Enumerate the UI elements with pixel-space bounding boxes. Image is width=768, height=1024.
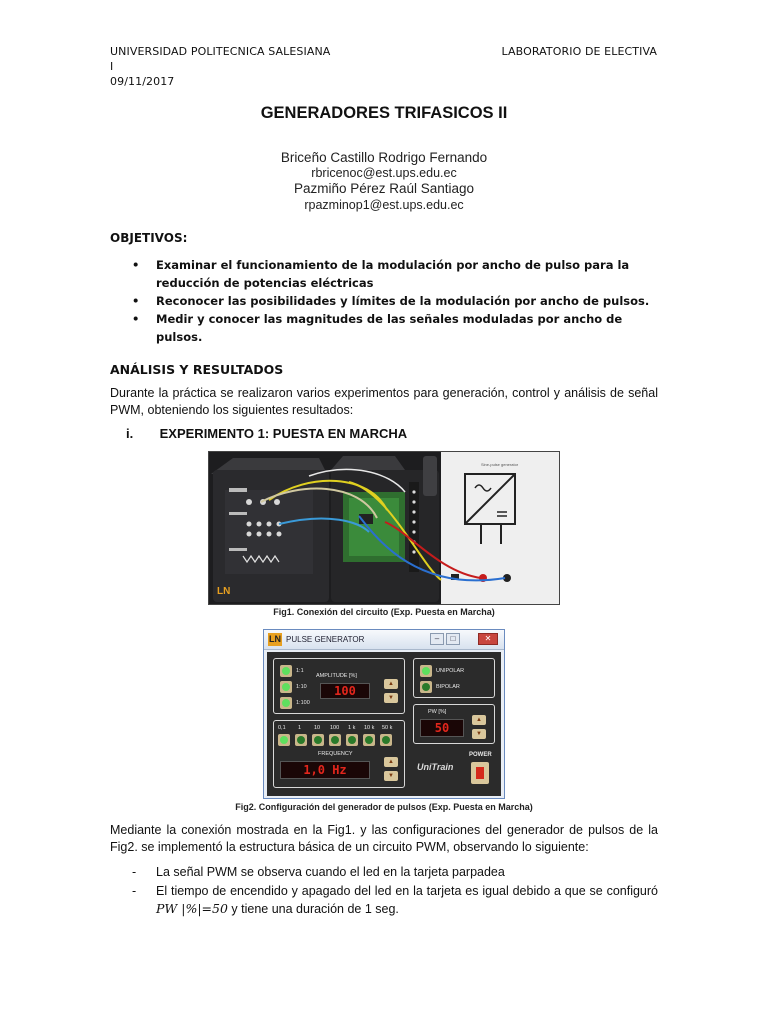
window-titlebar bbox=[264, 630, 504, 650]
objective-item bbox=[132, 310, 672, 346]
pw-display: 50 bbox=[420, 719, 464, 737]
circuit-photo-illustration bbox=[209, 452, 559, 604]
author-name-1: Briceño Castillo Rodrigo Fernando bbox=[280, 150, 488, 165]
analysis-intro: Durante la práctica se realizaron varios experimentos para generación, control y análisis de señal PWM, obteniendo los siguientes resultados: bbox=[110, 386, 658, 417]
unipolar-toggle[interactable] bbox=[420, 665, 432, 677]
app-logo-icon: LN bbox=[269, 634, 281, 644]
freq-step-label: 1 bbox=[298, 725, 302, 731]
fig1-panel-label: Sine-pulse generator bbox=[481, 462, 519, 467]
amplitude-display: 100 bbox=[320, 683, 370, 699]
freq-step-label: 10 bbox=[314, 725, 321, 731]
frequency-label: FREQUENCY bbox=[318, 751, 353, 757]
minimize-icon[interactable]: – bbox=[430, 633, 444, 645]
figure-2-caption: Fig2. Configuración del generador de pulsos (Exp. Puesta en Marcha) bbox=[235, 802, 533, 812]
ratio-1-10-toggle[interactable] bbox=[280, 681, 292, 693]
freq-step-label: 0,1 bbox=[278, 725, 286, 731]
objective-text: Reconocer las posibilidades y límites de la modulación por ancho de pulsos. bbox=[156, 294, 650, 308]
mode-panel bbox=[413, 658, 495, 698]
fig1-logo: LN bbox=[217, 586, 231, 597]
ratio-label: 1:1 bbox=[296, 668, 304, 674]
experiment-number: i. bbox=[126, 426, 134, 441]
list-item bbox=[132, 864, 658, 881]
power-label: POWER bbox=[469, 752, 492, 758]
frequency-up-button[interactable]: ▲ bbox=[384, 757, 398, 767]
window-title: PULSE GENERATOR bbox=[286, 635, 365, 644]
header-university: UNIVERSIDAD POLITECNICA SALESIANA bbox=[110, 45, 331, 58]
freq-step-100-toggle[interactable] bbox=[329, 734, 341, 746]
ratio-label: 1:10 bbox=[296, 684, 307, 690]
bullet: • bbox=[132, 258, 140, 272]
amplitude-up-button[interactable]: ▲ bbox=[384, 679, 398, 689]
dash-marker: - bbox=[132, 884, 137, 898]
generator-panel bbox=[267, 652, 501, 796]
math-expression: PW |%|=50 bbox=[156, 901, 228, 916]
list-item-text: El tiempo de encendido y apagado del led en la tarjeta es igual debido a que se configuró bbox=[156, 884, 658, 898]
freq-step-50k-toggle[interactable] bbox=[380, 734, 392, 746]
maximize-icon[interactable]: □ bbox=[446, 633, 460, 645]
list-item-text-end: y tiene una duración de 1 seg. bbox=[231, 902, 399, 916]
figure-1-caption: Fig1. Conexión del circuito (Exp. Puesta en Marcha) bbox=[273, 607, 495, 617]
list-item bbox=[132, 883, 658, 918]
author-name-2: Pazmiño Pérez Raúl Santiago bbox=[293, 181, 475, 196]
pw-down-button[interactable]: ▼ bbox=[472, 729, 486, 739]
pw-up-button[interactable]: ▲ bbox=[472, 715, 486, 725]
amplitude-panel bbox=[273, 658, 405, 714]
amplitude-down-button[interactable]: ▼ bbox=[384, 693, 398, 703]
amplitude-label: AMPLITUDE [%] bbox=[316, 673, 357, 679]
experiment-heading bbox=[126, 426, 407, 441]
header-date: 09/11/2017 bbox=[110, 75, 175, 88]
author-email-2: rpazminop1@est.ups.edu.ec bbox=[304, 198, 464, 212]
freq-step-label: 50 k bbox=[382, 725, 393, 731]
frequency-down-button[interactable]: ▼ bbox=[384, 771, 398, 781]
frequency-display: 1,0 Hz bbox=[280, 761, 370, 779]
objectives-list bbox=[132, 256, 672, 346]
freq-step-label: 100 bbox=[330, 725, 340, 731]
bipolar-toggle[interactable] bbox=[420, 681, 432, 693]
freq-step-0-1-toggle[interactable] bbox=[278, 734, 290, 746]
objective-item bbox=[132, 292, 672, 310]
pulse-width-panel bbox=[413, 704, 495, 744]
mode-label-unipolar: UNIPOLAR bbox=[436, 668, 465, 674]
power-button[interactable] bbox=[471, 762, 489, 784]
objective-text: Examinar el funcionamiento de la modulación por ancho de pulso para la reducción de potencias eléctricas bbox=[156, 258, 630, 290]
power-indicator-icon bbox=[476, 767, 484, 779]
mode-label-bipolar: BIPOLAR bbox=[436, 684, 460, 690]
figure-1-photo bbox=[208, 451, 560, 605]
analysis-heading: ANÁLISIS Y RESULTADOS bbox=[110, 362, 284, 377]
header-university-suffix: I bbox=[110, 60, 114, 73]
objective-text: Medir y conocer las magnitudes de las señales moduladas por ancho de pulsos. bbox=[156, 312, 623, 344]
objectives-heading: OBJETIVOS: bbox=[110, 231, 188, 245]
body-paragraph: Mediante la conexión mostrada en la Fig1. y las configuraciones del generador de pulsos de la Fig2. se implementó la estructura básica de un circuito PWM, observando lo siguiente: bbox=[110, 823, 658, 854]
pulse-generator-window bbox=[263, 629, 505, 799]
list-item-text: La señal PWM se observa cuando el led en la tarjeta parpadea bbox=[156, 865, 505, 879]
freq-step-10-toggle[interactable] bbox=[312, 734, 324, 746]
freq-step-label: 10 k bbox=[364, 725, 375, 731]
close-icon[interactable]: ✕ bbox=[478, 633, 498, 645]
header-lab: LABORATORIO DE ELECTIVA bbox=[501, 45, 657, 58]
freq-step-label: 1 k bbox=[348, 725, 356, 731]
bullet: • bbox=[132, 294, 140, 308]
freq-step-1k-toggle[interactable] bbox=[346, 734, 358, 746]
dash-marker: - bbox=[132, 865, 137, 879]
observations-list bbox=[132, 864, 658, 920]
frequency-panel bbox=[273, 720, 405, 788]
document-title: GENERADORES TRIFASICOS II bbox=[260, 104, 508, 122]
ratio-1-100-toggle[interactable] bbox=[280, 697, 292, 709]
objective-item bbox=[132, 256, 672, 292]
freq-step-1-toggle[interactable] bbox=[295, 734, 307, 746]
pw-label: PW [%] bbox=[428, 709, 447, 715]
freq-step-10k-toggle[interactable] bbox=[363, 734, 375, 746]
unitrain-brand-logo: UniTrain bbox=[417, 762, 454, 772]
experiment-title: EXPERIMENTO 1: PUESTA EN MARCHA bbox=[159, 426, 408, 441]
ratio-1-1-toggle[interactable] bbox=[280, 665, 292, 677]
author-email-1: rbricenoc@est.ups.edu.ec bbox=[311, 166, 457, 180]
ratio-label: 1:100 bbox=[296, 700, 310, 706]
bullet: • bbox=[132, 312, 140, 326]
